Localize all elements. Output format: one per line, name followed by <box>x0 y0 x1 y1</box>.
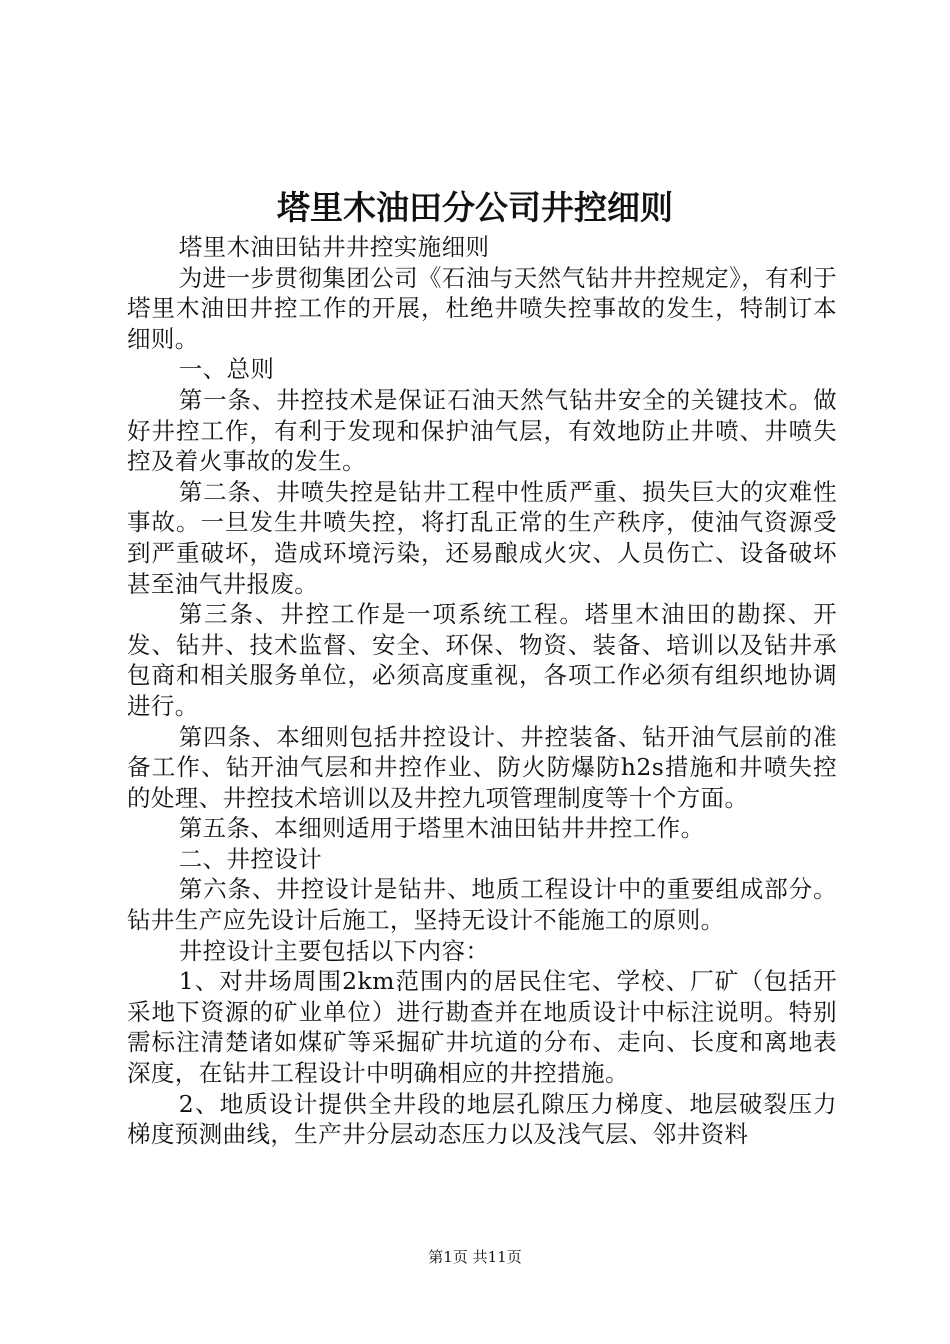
paragraph: 井控设计主要包括以下内容： <box>178 936 490 965</box>
section-heading: 一、总则 <box>178 355 275 384</box>
section-heading: 二、井控设计 <box>178 844 323 873</box>
paragraph: 1、对井场周围2km范围内的居民住宅、学校、厂矿（包括开采地下资源的矿业单位）进行勘查并在地质设计中标注说明。特别需标注清楚诸如煤矿等采掘矿井坑道的分布、走向、长度和离地表深度，在钻井工程设计中明确相应的井控措施。 <box>127 967 837 1088</box>
document-body <box>127 232 837 1150</box>
paragraph: 第四条、本细则包括井控设计、井控装备、钻开油气层前的准备工作、钻开油气层和井控作业、防火防爆防h2s措施和井喷失控的处理、井控技术培训以及井控九项管理制度等十个方面。 <box>127 722 837 812</box>
paragraph: 第五条、本细则适用于塔里木油田钻井井控工作。 <box>178 814 705 843</box>
paragraph: 2、地质设计提供全井段的地层孔隙压力梯度、地层破裂压力梯度预测曲线，生产井分层动态压力以及浅气层、邻井资料 <box>127 1089 837 1149</box>
paragraph: 为进一步贯彻集团公司《石油与天然气钻井井控规定》，有利于塔里木油田井控工作的开展，杜绝井喷失控事故的发生，特制订本细则。 <box>127 263 837 353</box>
paragraph: 第三条、井控工作是一项系统工程。塔里木油田的勘探、开发、钻井、技术监督、安全、环保、物资、装备、培训以及钻井承包商和相关服务单位，必须高度重视，各项工作必须有组织地协调进行。 <box>127 600 837 720</box>
document-title: 塔里木油田分公司井控细则 <box>277 188 673 227</box>
paragraph: 第一条、井控技术是保证石油天然气钻井安全的关键技术。做好井控工作，有利于发现和保护油气层，有效地防止井喷、井喷失控及着火事故的发生。 <box>127 385 837 476</box>
paragraph: 第六条、井控设计是钻井、地质工程设计中的重要组成部分。钻井生产应先设计后施工，坚持无设计不能施工的原则。 <box>127 875 837 935</box>
paragraph: 塔里木油田钻井井控实施细则 <box>178 233 490 261</box>
page-number: 第1页 共11页 <box>428 1248 522 1266</box>
paragraph: 第二条、井喷失控是钻井工程中性质严重、损失巨大的灾难性事故。一旦发生井喷失控，将打乱正常的生产秩序，使油气资源受到严重破坏，造成环境污染，还易酿成火灾、人员伤亡、设备破坏甚至油气井报废。 <box>127 477 837 598</box>
